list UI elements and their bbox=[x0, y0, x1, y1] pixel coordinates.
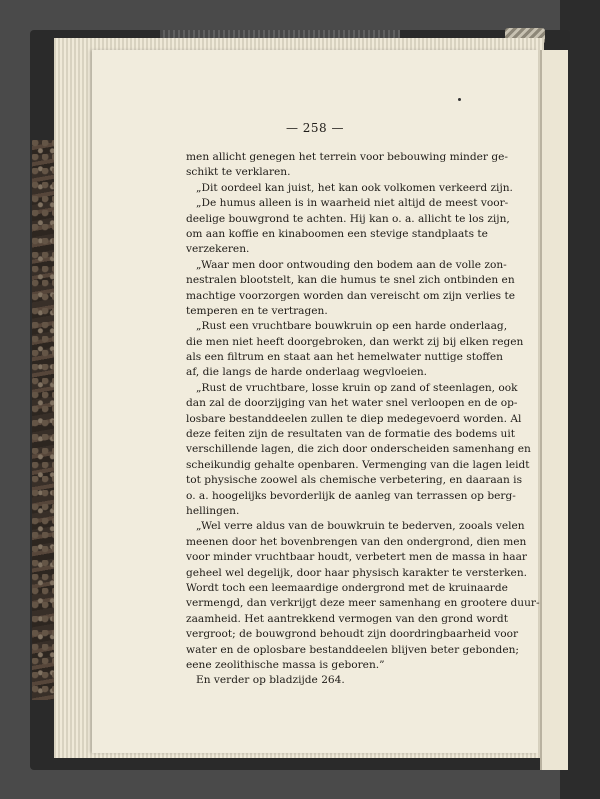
text-line: zaamheid. Het aantrekkend vermogen van den grond wordt bbox=[186, 612, 508, 625]
marbled-board-edge bbox=[32, 140, 54, 700]
text-line: temperen en te vertragen. bbox=[186, 304, 328, 317]
text-line: water en de oplosbare bestanddeelen blijven beter gebonden; bbox=[186, 643, 519, 656]
text-line: hellingen. bbox=[186, 504, 240, 517]
body-text bbox=[186, 150, 540, 689]
text-line: dan zal de doorzijging van het water snel verloopen en de op- bbox=[186, 397, 518, 410]
page-number: — 258 — bbox=[285, 121, 345, 135]
text-line: geheel wel degelijk, door haar physisch karakter te versterken. bbox=[186, 566, 528, 579]
text-line: nestralen blootstelt, kan die humus te snel zich ontbinden en bbox=[186, 274, 515, 287]
text-line: deelige bouwgrond te achten. Hij kan o. a. allicht te los zijn, bbox=[186, 212, 510, 225]
text-line: scheikundig gehalte openbaren. Vermenging van die lagen leidt bbox=[186, 458, 530, 471]
text-line: om aan koffie en kinaboomen een stevige standplaats te bbox=[186, 227, 488, 240]
text-line: verschillende lagen, die zich door onderscheiden samenhang en bbox=[186, 443, 531, 456]
text-line: En verder op bladzijde 264. bbox=[196, 674, 345, 687]
text-line: vermengd, dan verkrijgt deze meer samenhang en grootere duur- bbox=[186, 597, 540, 610]
text-line: vergroot; de bouwgrond behoudt zijn doordringbaarheid voor bbox=[186, 628, 519, 641]
text-line: voor minder vruchtbaar houdt, verbetert men de massa in haar bbox=[186, 551, 527, 564]
text-line: eene zeolithische massa is geboren.” bbox=[186, 658, 385, 671]
text-line: machtige voorzorgen worden dan vereischt om zijn verlies te bbox=[186, 289, 516, 302]
text-line: „Waar men door ontwouding den bodem aan de volle zon- bbox=[196, 258, 507, 271]
text-line: „Rust de vruchtbare, losse kruin op zand of steenlagen, ook bbox=[196, 381, 518, 394]
text-line: „Wel verre aldus van de bouwkruin te bederven, zooals velen bbox=[196, 520, 525, 533]
text-line: als een filtrum en staat aan het hemelwater nuttige stoffen bbox=[186, 351, 503, 364]
facing-page-edge bbox=[540, 50, 568, 770]
text-line: o. a. hoogelijks bevorderlijk de aanleg van terrassen op berg- bbox=[186, 489, 516, 502]
text-line: „De humus alleen is in waarheid niet altijd de meest voor- bbox=[196, 197, 509, 210]
text-line: Wordt toch een leemaardige ondergrond met de kruinaarde bbox=[186, 581, 508, 594]
text-line: schikt te verklaren. bbox=[186, 166, 291, 179]
text-line: „Rust een vruchtbare bouwkruin op een harde onderlaag, bbox=[196, 320, 508, 333]
text-line: tot physische zoowel als chemische verbetering, en daaraan is bbox=[186, 474, 522, 487]
text-line: die men niet heeft doorgebroken, dan werkt zij bij elken regen bbox=[186, 335, 524, 348]
text-line: af, die langs de harde onderlaag wegvloeien. bbox=[186, 366, 428, 379]
text-line: men allicht genegen het terrein voor bebouwing minder ge- bbox=[186, 151, 508, 163]
text-line: verzekeren. bbox=[186, 243, 250, 256]
text-line: losbare bestanddeelen zullen te diep medegevoerd worden. Al bbox=[186, 412, 522, 425]
text-line: deze feiten zijn de resultaten van de formatie des bodems uit bbox=[186, 428, 515, 441]
page-speck bbox=[458, 98, 461, 101]
text-line: meenen door het bovenbrengen van den ondergrond, dien men bbox=[186, 535, 527, 548]
text-line: „Dit oordeel kan juist, het kan ook volkomen verkeerd zijn. bbox=[196, 181, 513, 194]
